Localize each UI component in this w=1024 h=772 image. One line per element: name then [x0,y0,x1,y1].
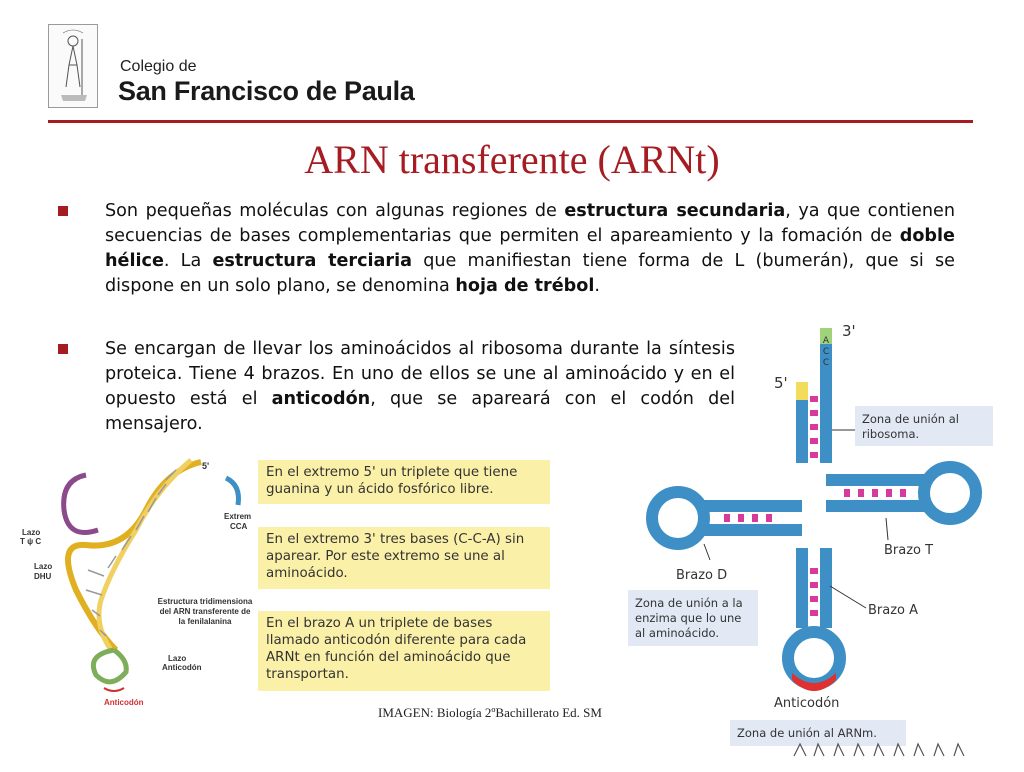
bullet-marker [58,206,68,216]
note-zona-enzima: Zona de unión a la enzima que lo une al aminoácido. [628,590,758,646]
text-run: , que se apareará con el codón del mensajero. [105,389,735,434]
note-3-prime: En el extremo 3' tres bases (C-C-A) sin aparear. Por este extremo se une al aminoácido. [258,527,550,589]
text-run: . [594,276,600,296]
text-run: . La [163,251,213,271]
trna-3d-figure [16,450,256,710]
extremo-label-1: Extrem [224,512,252,521]
lazo-anticodon-label-2: Anticodón [162,663,202,672]
school-name-line2: San Francisco de Paula [118,76,415,106]
five-prime-label: 5' [202,461,210,471]
slide-title: ARN transferente (ARNt) [304,137,720,182]
note-zona-ribosoma: Zona de unión al ribosoma. [855,406,993,446]
lazo-tc-label-2: T ψ C [20,537,42,546]
brazo-t-label: Brazo T [884,543,934,558]
trna-cloverleaf-figure [635,318,1024,768]
lazo-dhu-label-2: DHU [34,572,52,581]
note-zona-arnm: Zona de unión al ARNm. [730,720,906,746]
note-5-prime: En el extremo 5' un triplete que tiene guanina y un ácido fosfórico libre. [258,460,550,504]
anticodon-label-right: Anticodón [774,696,840,711]
anticodon-label-left: Anticodón [104,698,144,707]
saint-figure-icon [49,25,97,107]
image-credit: IMAGEN: Biología 2ºBachillerato Ed. SM [378,705,602,720]
brazo-a-label: Brazo A [868,603,919,618]
bullet-text-1 [105,199,955,299]
lazo-tc-label-1: Lazo [22,528,41,537]
bold-term: doble hélice [105,226,955,271]
text-run: Son pequeñas moléculas con algunas regiones de [105,201,565,221]
bold-term: estructura terciaria [212,251,413,271]
text-run: , ya que contienen secuencias de bases complementarias que permiten el apareamiento y la fomación de [105,201,955,246]
bold-term: anticodón [271,389,371,409]
caption-line-3: la fenilalanina [178,617,232,626]
text-run: Se encargan de llevar los aminoácidos al ribosoma durante la síntesis proteica. Tiene 4 brazos. En uno de ellos se une al aminoácido y en el opuesto está el [105,339,735,409]
school-name-line1: Colegio de [120,58,197,75]
bold-term: hoja de trébol [455,276,595,296]
lazo-dhu-label-1: Lazo [34,562,53,571]
trna-3d-illustration [16,450,256,710]
five-prime-label-right: 5' [774,374,788,392]
caption-line-2: del ARN transferente de [159,607,251,616]
bullet-marker [58,344,68,354]
acc-bases-label: ACC [822,336,830,368]
lazo-anticodon-label-1: Lazo [168,654,187,663]
school-logo [48,24,98,108]
bold-term: estructura secundaria [564,201,786,221]
decorative-figures-strip [788,736,988,762]
extremo-label-2: CCA [230,522,248,531]
caption-line-1: Estructura tridimensiona [157,597,253,606]
gcc-bases-label: GCC [805,660,825,670]
three-prime-label: 3' [842,322,856,340]
brazo-d-label: Brazo D [676,568,728,583]
note-anticodon: En el brazo A un triplete de bases llamado anticodón diferente para cada ARNt en función del aminoácido que transportan. [258,611,550,691]
text-run: que manifiestan tiene forma de L (bumerán), que si se dispone en un solo plano, se denomina [105,251,955,296]
header-divider [48,120,973,123]
